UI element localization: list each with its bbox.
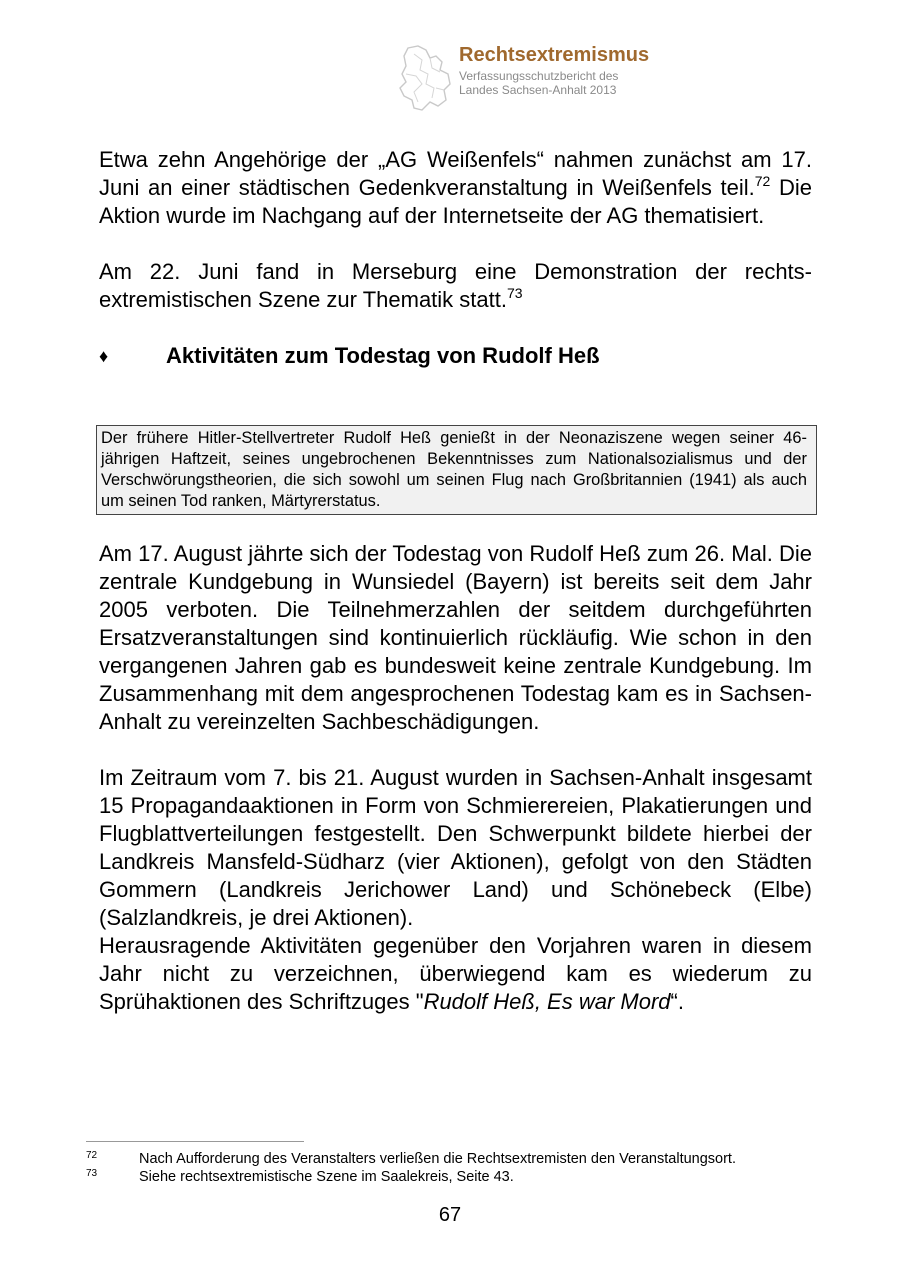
page-header	[396, 42, 716, 114]
paragraph-text: Herausragende Aktivitäten gegenüber den Vorjahren waren in diesem Jahr nicht zu verzeichnen, überwiegend kam es wiederum zu Sprühaktionen des Schriftzuges "	[99, 933, 812, 1014]
footnote-divider	[86, 1141, 304, 1142]
page-number: 67	[438, 1204, 462, 1226]
paragraph-text: Am 22. Juni fand in Merseburg eine Demonstration der rechtsextremistischen Szene zur Thematik statt.	[99, 259, 812, 312]
footnote-number: 72	[86, 1150, 98, 1161]
footnote-72	[86, 1150, 806, 1168]
section-heading	[99, 342, 812, 370]
paragraph-spruehaktionen	[99, 932, 812, 1016]
paragraph-text: “.	[670, 989, 684, 1014]
paragraph-merseburg	[99, 258, 812, 314]
section-heading-text: Aktivitäten zum Todestag von Rudolf Heß	[166, 343, 600, 368]
header-title: Rechtsextremismus	[459, 44, 650, 66]
paragraph-ag-weissenfels	[99, 146, 812, 230]
sachsen-anhalt-map-icon	[396, 44, 454, 114]
main-content-lower	[99, 540, 812, 1016]
footnote-text: Nach Aufforderung des Veranstalters verließen die Rechtsextremisten den Veranstaltungsort.	[139, 1151, 736, 1167]
footnote-73	[86, 1168, 806, 1186]
footnote-number: 73	[86, 1168, 98, 1179]
paragraph-text: Etwa zehn Angehörige der „AG Weißenfels“ nahmen zunächst am 17. Juni an einer städtischen Gedenkveranstaltung in Weißenfels teil.	[99, 147, 812, 200]
footnote-text: Siehe rechtsextremistische Szene im Saalekreis, Seite 43.	[139, 1169, 514, 1185]
emphasis-slogan: Rudolf Heß, Es war Mord	[423, 989, 671, 1014]
paragraph-todestag: Am 17. August jährte sich der Todestag von Rudolf Heß zum 26. Mal. Die zentrale Kundgebung in Wunsiedel (Bayern) ist bereits seit dem Jahr 2005 verboten. Die Teilnehmerzahlen der seitdem durchgeführten Ersatzveranstaltungen sind kontinuierlich rückläufig. Wie schon in den vergangenen Jahren gab es bundesweit keine zentrale Kundgebung. Im Zusammenhang mit dem angesprochenen Todestag kam es in Sachsen-Anhalt zu vereinzelten Sachbeschädigungen.	[99, 541, 812, 734]
header-subtitle	[459, 69, 618, 97]
diamond-bullet-icon: ♦	[99, 346, 109, 366]
footnotes	[86, 1150, 806, 1186]
info-box: Der frühere Hitler-Stellvertreter Rudolf Heß genießt in der Neonaziszene wegen seiner 46-jährigen Haftzeit, seines ungebrochenen Bekenntnisses zum Nationalsozialismus und der Verschwörungstheorien, die sich sowohl um seinen Flug nach Großbritannien (1941) als auch um seinen Tod ranken, Märtyrerstatus.	[96, 425, 817, 515]
main-content	[99, 146, 812, 370]
header-subtitle-line-2: Landes Sachsen-Anhalt 2013	[459, 83, 617, 97]
paragraph-propagandaaktionen: Im Zeitraum vom 7. bis 21. August wurden in Sachsen-Anhalt insgesamt 15 Propagandaaktionen in Form von Schmierereien, Plakatierungen und Flugblattverteilungen festgestellt. Den Schwerpunkt bildete hierbei der Landkreis Mansfeld-Südharz (vier Aktionen), gefolgt von den Städten Gommern (Landkreis Jerichower Land) und Schönebeck (Elbe) (Salzlandkreis, je drei Aktionen).	[99, 765, 812, 930]
header-subtitle-line-1: Verfassungsschutzbericht des	[459, 69, 619, 83]
footnote-ref-72: 72	[754, 173, 771, 189]
footnote-ref-73: 73	[506, 285, 523, 301]
paragraph-text: Die Aktion wurde im Nachgang auf der Internetseite der AG thematisiert.	[99, 175, 812, 228]
